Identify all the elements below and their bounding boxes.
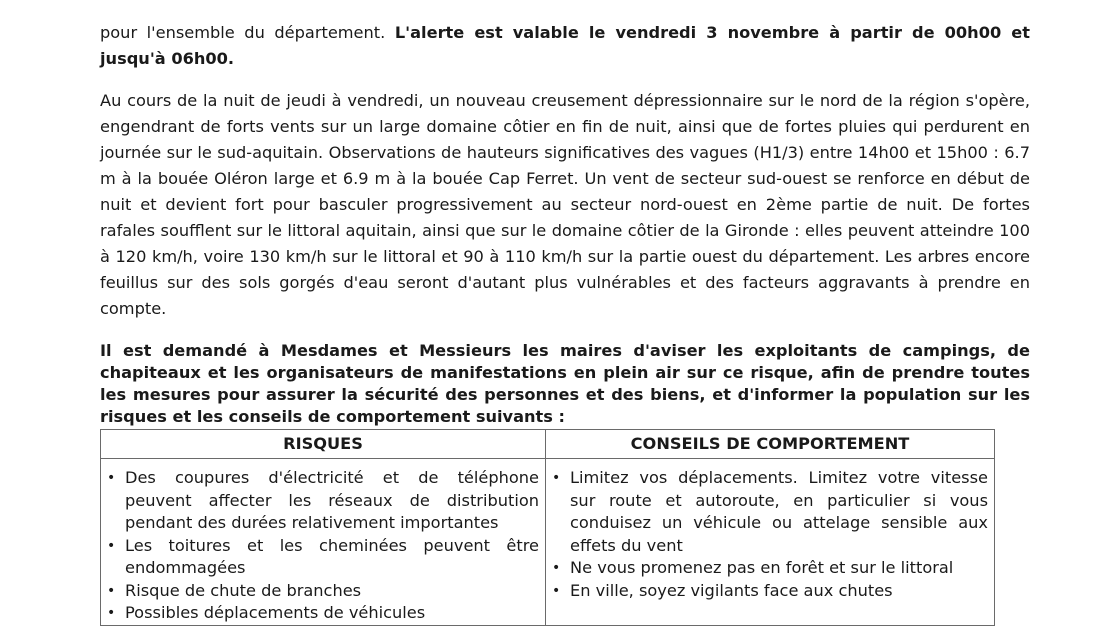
alert-validity-text: L'alerte est valable le vendredi 3 novembre à partir de 00h00 et jusqu'à 06h00. bbox=[100, 23, 1031, 68]
bullet-icon: • bbox=[552, 560, 561, 576]
bullet-icon: • bbox=[107, 582, 116, 599]
list-item: • En ville, soyez vigilants face aux chutes bbox=[546, 580, 994, 603]
bullet-icon: • bbox=[107, 605, 116, 621]
alert-scope-text: pour l'ensemble du département. bbox=[100, 23, 395, 42]
document-page bbox=[100, 20, 1030, 626]
list-item: • Possibles déplacements de véhicules bbox=[101, 602, 545, 625]
risk-advice-table bbox=[100, 429, 995, 626]
risques-cell bbox=[101, 459, 546, 626]
list-item: • Les toitures et les cheminées peuvent être endommagées bbox=[107, 535, 539, 577]
list-item: • Risque de chute de branches bbox=[101, 580, 545, 603]
list-item: • Ne vous promenez pas en forêt et sur le littoral bbox=[546, 557, 994, 580]
conseils-cell bbox=[546, 459, 995, 626]
bullet-icon: • bbox=[107, 537, 116, 554]
conseils-list bbox=[546, 467, 994, 602]
bullet-icon: • bbox=[107, 470, 116, 486]
risques-list bbox=[101, 467, 545, 625]
alert-paragraph bbox=[100, 20, 1030, 72]
table-row bbox=[101, 459, 995, 626]
mayors-instruction-paragraph: Il est demandé à Mesdames et Messieurs les maires d'aviser les exploitants de campings, de chapiteaux et les organisateurs de manifestations en plein air sur ce risque, afin de prendre toutes les mesures pour assurer la sécurité des personnes et des biens, et d'informer la population sur les risques et les conseils de comportement suivants : bbox=[100, 341, 1030, 426]
list-item: • Des coupures d'électricité et de téléphone peuvent affecter les réseaux de distribution pendant des durées relativement importantes bbox=[107, 468, 539, 532]
weather-description-paragraph: Au cours de la nuit de jeudi à vendredi, un nouveau creusement dépressionnaire sur le nord de la région s'opère, engendrant de forts vents sur un large domaine côtier en fin de nuit, ainsi que de fortes pluies qui perdurent en journée sur le sud-aquitain. Observations de hauteurs significatives des vagues (H1/3) entre 14h00 et 15h00 : 6.7 m à la bouée Oléron large et 6.9 m à la bouée Cap Ferret. Un vent de secteur sud-ouest se renforce en début de nuit et devient fort pour basculer progressivement au secteur nord-ouest en 2ème partie de nuit. De fortes rafales soufflent sur le littoral aquitain, ainsi que sur le domaine côtier de la Gironde : elles peuvent atteindre 100 à 120 km/h, voire 130 km/h sur le littoral et 90 à 110 km/h sur la partie ouest du département. Les arbres encore feuillus sur des sols gorgés d'eau seront d'autant plus vulnérables et des facteurs aggravants à prendre en compte. bbox=[100, 91, 1030, 318]
list-item: • Limitez vos déplacements. Limitez votre vitesse sur route et autoroute, en particulier si vous conduisez un véhicule ou attelage sensible aux effets du vent bbox=[552, 468, 988, 555]
table-header-row bbox=[101, 430, 995, 459]
bullet-icon: • bbox=[552, 470, 561, 486]
header-conseils: CONSEILS DE COMPORTEMENT bbox=[546, 430, 995, 459]
header-risques: RISQUES bbox=[101, 430, 546, 459]
bullet-icon: • bbox=[552, 582, 561, 599]
